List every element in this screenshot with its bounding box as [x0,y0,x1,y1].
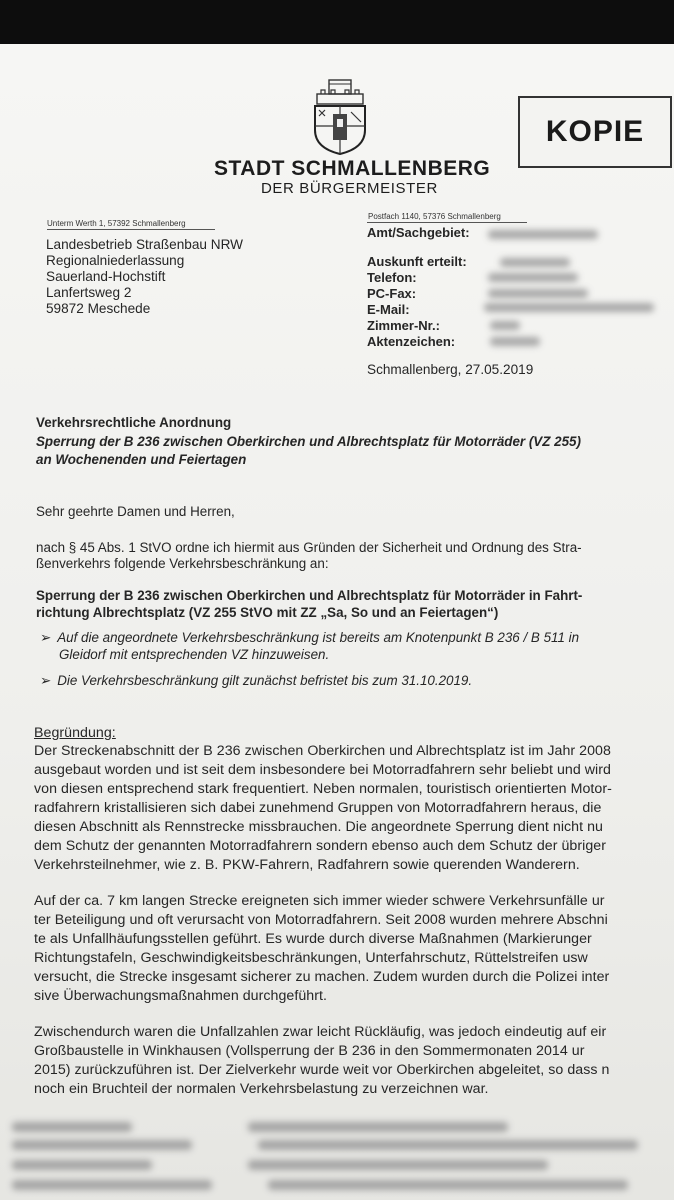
contact-label: Zimmer-Nr.: [367,318,440,333]
subject-line: Sperrung der B 236 zwischen Oberkirchen und Albrechtsplatz für Motorräder (VZ 255) [36,434,581,449]
bullet-item [40,630,579,646]
body-line: te als Unfallhäufungsstellen geführt. Es wurde durch diverse Maßnahmen (Markierunger [34,931,592,947]
body-line: sive Überwachungsmaßnahmen durchgeführt. [34,988,327,1004]
recipient-line: Landesbetrieb Straßenbau NRW [46,237,243,252]
redacted-value [490,337,540,346]
redacted-value [490,321,520,330]
subject-heading: Verkehrsrechtliche Anordnung [36,415,232,430]
coat-of-arms-icon [311,78,369,156]
body-line: Verkehrsteilnehmer, wie z. B. PKW-Fahrern, Radfahrern sowie querenden Wanderern. [34,857,580,873]
subject-line: an Wochenenden und Feiertagen [36,452,247,467]
sender-divider [47,229,215,230]
body-line: noch ein Bruchteil der normalen Verkehrsbelastung zu verzeichnen war. [34,1081,489,1097]
bullet-item [40,673,472,689]
arrow-bullet-icon: ➢ [40,673,52,688]
copy-stamp: KOPIE [518,96,672,168]
redacted-value [484,303,654,312]
letterhead-subtitle: DER BÜRGERMEISTER [261,180,438,197]
sender-address-line: Unterm Werth 1, 57392 Schmallenberg [47,219,186,228]
recipient-line: 59872 Meschede [46,301,151,316]
bullet-text: Die Verkehrsbeschränkung gilt zunächst befristet bis zum 31.10.2019. [57,673,473,688]
body-line: Zwischendurch waren die Unfallzahlen zwar leicht Rückläufig, was jedoch eindeutig auf eir [34,1024,607,1040]
letter-date: Schmallenberg, 27.05.2019 [367,362,534,377]
body-line: Auf der ca. 7 km langen Strecke ereigneten sich immer wieder schwere Verkehrsunfälle ur [34,893,605,909]
body-line: ausgebaut worden und ist seit dem insbesondere bei Motorradfahrern sehr beliebt und wird [34,762,611,778]
bullet-text: Gleidorf mit entsprechenden VZ hinzuweisen. [59,647,330,662]
contact-label: Telefon: [367,270,417,285]
body-line: Großbaustelle in Winkhausen (Vollsperrung der B 236 in den Sommermonaten 2014 ur [34,1043,585,1059]
salutation: Sehr geehrte Damen und Herren, [36,504,235,519]
recipient-line: Sauerland-Hochstift [46,269,166,284]
body-line: dem Schutz der genannten Motorradfahrern sondern ebenso auch dem Schutz der übriger [34,838,606,854]
body-line: Der Streckenabschnitt der B 236 zwischen Oberkirchen und Albrechtsplatz ist im Jahr 2008 [34,743,611,759]
redacted-value [500,258,570,267]
redacted-value [488,273,578,282]
recipient-line: Lanfertsweg 2 [46,285,132,300]
body-line: diesen Abschnitt als Rennstrecke missbrauchen. Die angeordnete Sperrung dient nicht nu [34,819,603,835]
postfach-address-line: Postfach 1140, 57376 Schmallenberg [368,212,501,221]
contact-label: E-Mail: [367,302,410,317]
postfach-divider [367,222,527,223]
arrow-bullet-icon: ➢ [40,630,52,645]
body-line: Richtungstafeln, Geschwindigkeitsbeschränkungen, Unterfahrschutz, Rüttelstreifen usw [34,950,588,966]
contact-label: Aktenzeichen: [367,334,456,349]
bullet-text: Auf die angeordnete Verkehrsbeschränkung ist bereits am Knotenpunkt B 236 / B 511 in [57,630,580,645]
redacted-footer [8,1118,668,1198]
body-line: von diesen entsprechend stark frequentiert. Neben normalen, touristisch orientierten Motor- [34,781,612,797]
redacted-value [488,230,598,239]
order-line: Sperrung der B 236 zwischen Oberkirchen und Albrechtsplatz für Motorräder in Fahrt- [36,588,583,603]
recipient-line: Regionalniederlassung [46,253,185,268]
order-line: richtung Albrechtsplatz (VZ 255 StVO mit ZZ „Sa, So und an Feiertagen“) [36,605,499,620]
intro-line: nach § 45 Abs. 1 StVO ordne ich hiermit aus Gründen der Sicherheit und Ordnung des Stra- [36,540,582,555]
contact-label: PC-Fax: [367,286,417,301]
intro-line: ßenverkehrs folgende Verkehrsbeschränkung an: [36,556,329,571]
body-line: ter Beteiligung und oft verursacht von Motorradfahrern. Seit 2008 wurden mehrere Abschni [34,912,608,928]
body-line: versucht, die Strecke insgesamt sicherer zu machen. Zudem wurden durch die Polizei inter [34,969,610,985]
contact-label: Auskunft erteilt: [367,254,467,269]
body-line: radfahrern kristallisieren sich dabei zunehmend Gruppen von Motorradfahrern heraus, die [34,800,602,816]
redacted-value [488,289,588,298]
letterhead-title: STADT SCHMALLENBERG [214,157,491,180]
body-line: 2015) zurückzuführen ist. Der Zielverkehr wurde weit vor Oberkirchen abgeleitet, so dass n [34,1062,610,1078]
contact-label: Amt/Sachgebiet: [367,225,470,240]
reason-heading: Begründung: [34,725,116,741]
